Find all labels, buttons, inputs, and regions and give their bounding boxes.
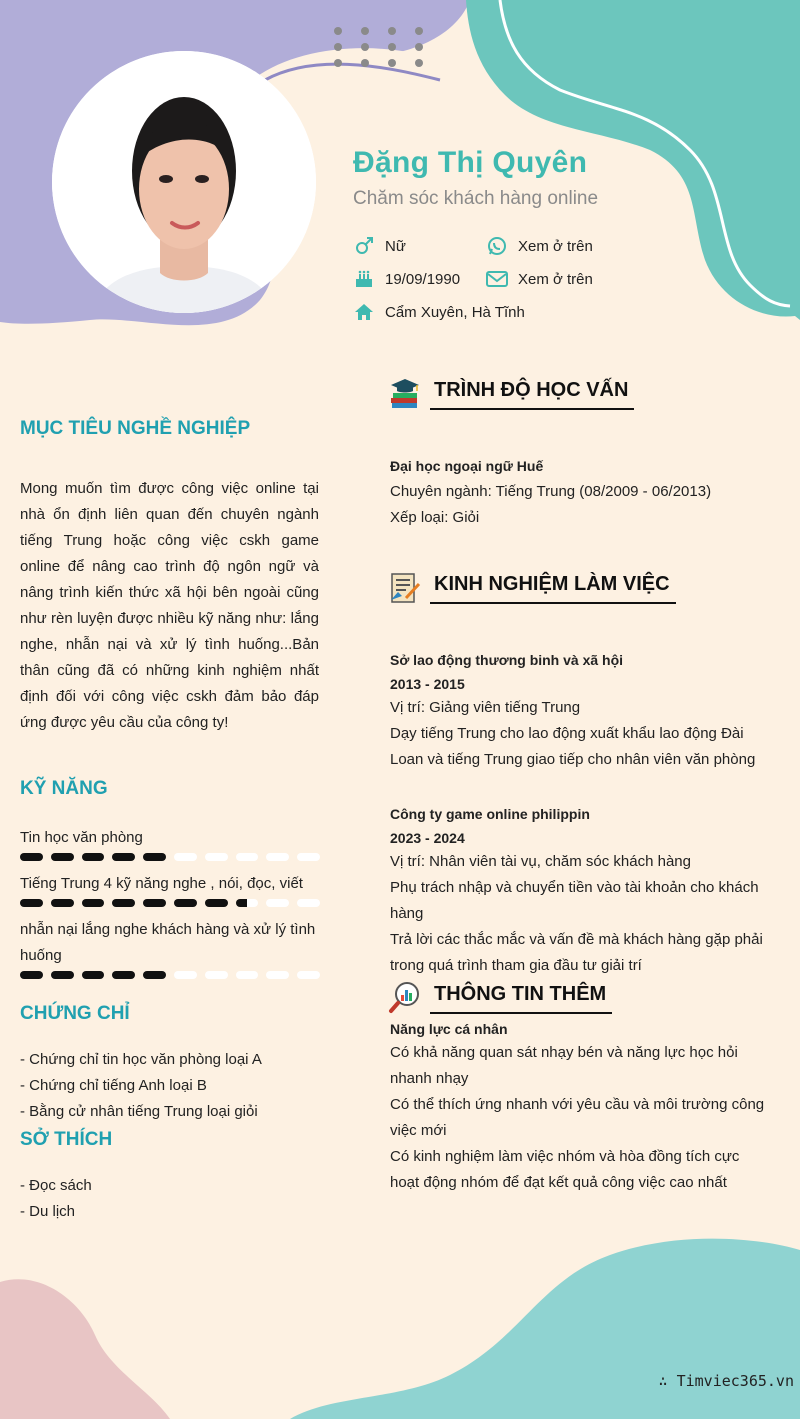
education-heading <box>388 376 634 410</box>
skill-item <box>20 871 320 907</box>
job-block <box>390 801 770 979</box>
experience-heading <box>388 570 676 604</box>
envelope-icon <box>486 268 508 290</box>
birthday-cake-icon <box>353 268 375 290</box>
objective-text: Mong muốn tìm được công việc online tại nhà ổn định liên quan đến chuyên ngành tiếng Trung hoặc công việc cskh game online để nâng cao trình độ ngôn ngữ và nâng trình kiến thức xã hội bên ngoài cũng như rèn luyện được nhiều kỹ năng như: lắng nghe, nhẫn nại và xử lý tình huống...Bản thân cũng đã có những kinh nghiệm nhất định đối với công việc cskh đảm bảo đáp ứng được yêu cầu của công ty! <box>20 480 319 731</box>
more-info-title: THÔNG TIN THÊM <box>430 983 612 1014</box>
gender-icon <box>353 235 375 257</box>
job-period: 2013 - 2015 <box>390 676 465 692</box>
skills-title: KỸ NĂNG <box>20 778 108 799</box>
rating-dot <box>112 971 135 979</box>
rating-dot <box>174 899 197 907</box>
certs-title: CHỨNG CHỈ <box>20 1003 130 1024</box>
work-document-icon <box>388 570 422 604</box>
magnifier-chart-icon <box>388 980 422 1014</box>
job-title: Chăm sóc khách hàng online <box>353 188 599 209</box>
more-info-heading <box>388 980 612 1014</box>
rating-dot <box>82 899 105 907</box>
info-email <box>486 268 593 290</box>
graduation-books-icon <box>388 376 422 410</box>
skill-item <box>20 825 320 861</box>
job-description: Phụ trách nhập và chuyển tiền vào tài khoản cho khách hàng <box>390 879 759 922</box>
rating-dot <box>20 971 43 979</box>
skill-rating <box>20 899 320 907</box>
candidate-name: Đặng Thị Quyên <box>353 146 588 179</box>
rating-dot <box>51 971 74 979</box>
address-value: Cẩm Xuyên, Hà Tĩnh <box>385 303 525 321</box>
rating-dot <box>143 853 166 861</box>
hobbies-title: SỞ THÍCH <box>20 1129 113 1150</box>
more-info-subtitle: Năng lực cá nhân <box>390 1021 508 1037</box>
job-period: 2023 - 2024 <box>390 830 465 846</box>
info-phone <box>486 235 593 257</box>
rating-dot <box>82 971 105 979</box>
school-name: Đại học ngoại ngữ Huế <box>390 458 544 474</box>
rating-dot <box>205 971 228 979</box>
education-major: Chuyên ngành: Tiếng Trung (08/2009 - 06/2013) <box>390 483 712 500</box>
hobbies-list <box>20 1173 92 1225</box>
info-gender <box>353 235 406 257</box>
rating-dot <box>266 853 289 861</box>
rating-dot <box>266 899 289 907</box>
company-name: Sở lao động thương binh và xã hội <box>390 652 624 668</box>
company-name: Công ty game online philippin <box>390 806 590 822</box>
skill-rating <box>20 971 320 979</box>
skill-rating <box>20 853 320 861</box>
education-block <box>390 453 770 531</box>
rating-dot <box>297 899 320 907</box>
job-description: Trả lời các thắc mắc và vấn đề mà khách hàng gặp phải trong quá trình tham gia đầu tư giải trí <box>390 931 763 974</box>
rating-dot <box>20 853 43 861</box>
rating-dot <box>236 853 259 861</box>
watermark: ∴ Timviec365.vn <box>658 1372 794 1390</box>
rating-dot <box>143 971 166 979</box>
rating-dot <box>297 853 320 861</box>
cert-item: - Bằng cử nhân tiếng Trung loại giỏi <box>20 1103 258 1120</box>
rating-dot <box>143 899 166 907</box>
job-description: Dạy tiếng Trung cho lao động xuất khẩu lao động Đài Loan và tiếng Trung giao tiếp cho nhân viên văn phòng <box>390 725 756 768</box>
email-value: Xem ở trên <box>518 270 593 288</box>
pink-blob <box>0 1279 170 1419</box>
rating-dot <box>51 853 74 861</box>
rating-dot <box>266 971 289 979</box>
rating-dot <box>205 899 228 907</box>
rating-dot <box>82 853 105 861</box>
rating-dot <box>174 971 197 979</box>
skill-item <box>20 917 320 979</box>
home-icon <box>353 301 375 323</box>
skill-name: Tin học văn phòng <box>20 829 143 846</box>
experience-title: KINH NGHIỆM LÀM VIỆC <box>430 573 676 604</box>
rating-dot <box>51 899 74 907</box>
job-position: Vị trí: Nhân viên tài vụ, chăm sóc khách hàng <box>390 853 691 870</box>
rating-dot <box>112 899 135 907</box>
rating-dot <box>20 899 43 907</box>
skill-name: Tiếng Trung 4 kỹ năng nghe , nói, đọc, viết <box>20 875 303 892</box>
job-block <box>390 647 770 773</box>
avatar <box>52 51 316 313</box>
rating-dot <box>205 853 228 861</box>
hobby-item: - Đọc sách <box>20 1177 92 1194</box>
education-grade: Xếp loại: Giỏi <box>390 509 480 526</box>
mint-blob <box>290 1239 800 1419</box>
whatsapp-icon <box>486 235 508 257</box>
objective-title: MỤC TIÊU NGHỀ NGHIỆP <box>20 418 251 439</box>
education-title: TRÌNH ĐỘ HỌC VẤN <box>430 379 634 410</box>
info-birthday <box>353 268 460 290</box>
more-info-item: Có thể thích ứng nhanh với yêu cầu và môi trường công việc mới <box>390 1096 765 1139</box>
birthday-value: 19/09/1990 <box>385 270 461 288</box>
rating-dot <box>236 899 259 907</box>
rating-dot <box>236 971 259 979</box>
rating-dot <box>297 971 320 979</box>
job-position: Vị trí: Giảng viên tiếng Trung <box>390 699 581 716</box>
more-info-item: Có kinh nghiệm làm việc nhóm và hòa đồng tích cực hoạt động nhóm để đạt kết quả công việc cao nhất <box>390 1148 740 1191</box>
more-info-item: Có khả năng quan sát nhạy bén và năng lực học hỏi nhanh nhạy <box>390 1044 738 1087</box>
certs-list <box>20 1047 262 1125</box>
gender-value: Nữ <box>385 237 406 255</box>
more-info-block <box>390 1018 770 1196</box>
rating-dot <box>112 853 135 861</box>
phone-value: Xem ở trên <box>518 237 593 255</box>
skill-name: nhẫn nại lắng nghe khách hàng và xử lý tình huống <box>20 921 316 964</box>
info-address <box>353 301 525 323</box>
hobby-item: - Du lịch <box>20 1203 76 1220</box>
cert-item: - Chứng chỉ tiếng Anh loại B <box>20 1077 207 1094</box>
rating-dot <box>174 853 197 861</box>
cert-item: - Chứng chỉ tin học văn phòng loại A <box>20 1051 262 1068</box>
